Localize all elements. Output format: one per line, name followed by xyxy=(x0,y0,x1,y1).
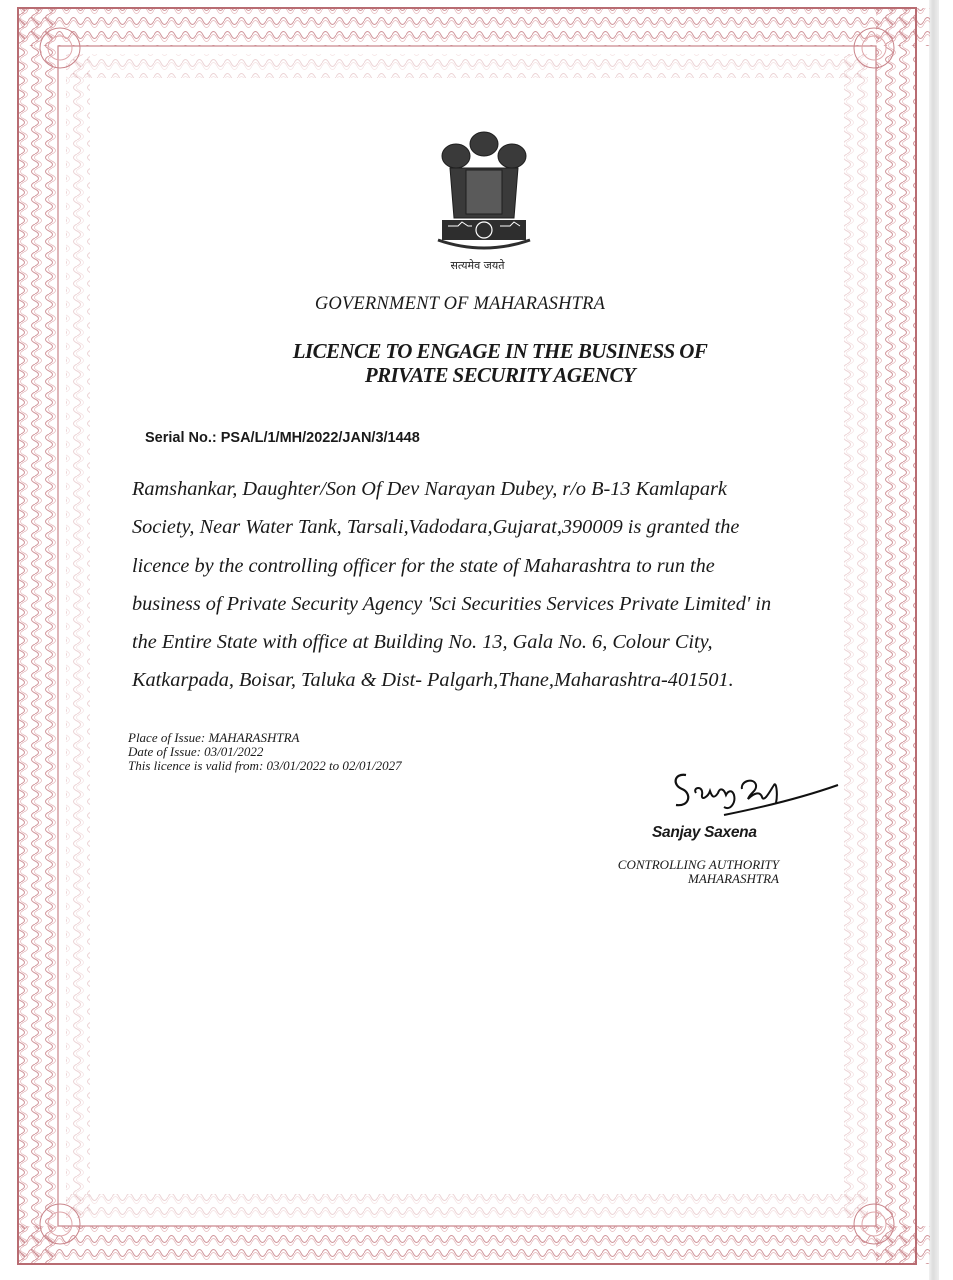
body-line: business of Private Security Agency 'Sci Securities Services Private Limited' in xyxy=(132,592,772,615)
title-line: LICENCE TO ENGAGE IN THE BUSINESS OF xyxy=(292,339,708,363)
body-line: Society, Near Water Tank, Tarsali,Vadodara,Gujarat,390009 is granted the xyxy=(132,516,740,539)
signatory-designation: CONTROLLING AUTHORITY xyxy=(617,857,779,872)
licence-title xyxy=(200,339,800,387)
signatory-name: Sanjay Saxena xyxy=(652,824,757,841)
validity-period: This licence is valid from: 03/01/2022 to 02/01/2027 xyxy=(128,758,402,773)
serial-number: Serial No.: PSA/L/1/MH/2022/JAN/3/1448 xyxy=(145,430,420,446)
handwritten-signature xyxy=(664,763,840,827)
body-line: Katkarpada, Boisar, Taluka & Dist- Palgarh,Thane,Maharashtra-401501. xyxy=(132,669,734,692)
body-line: the Entire State with office at Building No. 13, Gala No. 6, Colour City, xyxy=(132,631,713,654)
emblem-motto: सत्यमेव जयते xyxy=(450,259,505,272)
place-of-issue: Place of Issue: MAHARASHTRA xyxy=(128,730,300,745)
body-line: Ramshankar, Daughter/Son Of Dev Narayan Dubey, r/o B-13 Kamlapark xyxy=(132,478,727,500)
body-line: licence by the controlling officer for the state of Maharashtra to run the xyxy=(132,554,715,577)
issue-details xyxy=(128,731,402,773)
title-line: PRIVATE SECURITY AGENCY xyxy=(364,363,636,387)
issuing-government: GOVERNMENT OF MAHARASHTRA xyxy=(314,294,606,314)
signatory-state: MAHARASHTRA xyxy=(688,871,779,886)
licence-body xyxy=(132,470,854,700)
date-of-issue: Date of Issue: 03/01/2022 xyxy=(128,744,264,759)
signatory-title xyxy=(560,858,779,886)
